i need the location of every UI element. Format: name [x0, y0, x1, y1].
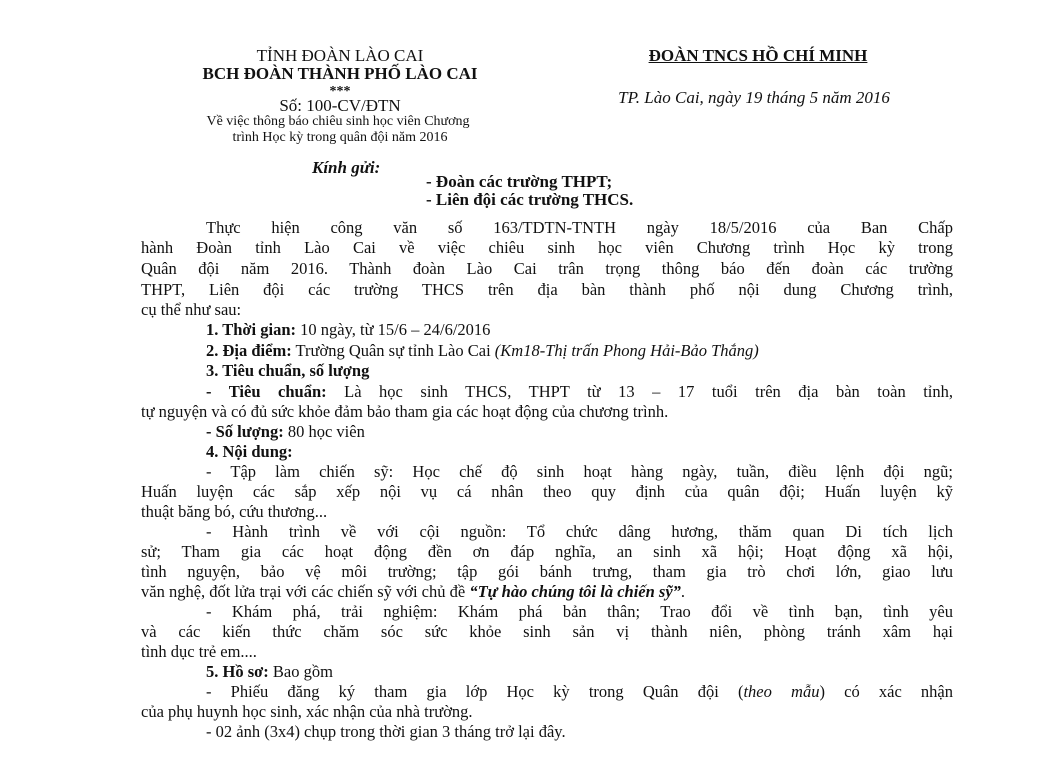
document-number: Số: 100-CV/ĐTN	[279, 96, 401, 115]
section-dossier-label: 5. Hồ sơ:	[206, 662, 269, 681]
quantity-value: 80 học viên	[283, 422, 365, 441]
section-dossier-value: Bao gồm	[268, 662, 333, 681]
dossier-line-2: của phụ huynh học sinh, xác nhận của nhà trường.	[141, 702, 473, 721]
section-location	[206, 341, 759, 361]
organization-heading: ĐOÀN TNCS HỒ CHÍ MINH	[648, 46, 868, 65]
section-dossier	[206, 662, 333, 682]
quantity-line	[206, 422, 365, 442]
content-p2-line-2: sử; Tham gia các hoạt động đền ơn đáp nghĩa, an sinh xã hội; Hoạt động xã hội,	[141, 542, 953, 561]
dossier-line-1b: ) có xác nhận	[819, 682, 953, 701]
section-location-label: 2. Địa điểm:	[206, 341, 292, 360]
section-content-heading: 4. Nội dung:	[206, 442, 293, 461]
dossier-template-note: theo mẫu	[743, 682, 820, 701]
content-p2-line-1: - Hành trình về với cội nguồn: Tổ chức dâng hương, thăm quan Di tích lịch	[206, 522, 953, 541]
intro-line-5: cụ thể như sau:	[141, 300, 242, 319]
criteria-line-1	[206, 382, 953, 402]
recipient-1: - Đoàn các trường THPT;	[426, 172, 613, 191]
content-p3-line-1: - Khám phá, trải nghiệm: Khám phá bản thân; Trao đổi về tình bạn, tình yêu	[206, 602, 953, 621]
issuer-stars: ***	[329, 84, 351, 99]
intro-line-3: Quân đội năm 2016. Thành đoàn Lào Cai trân trọng thông báo đến đoàn các trường	[141, 259, 953, 278]
recipient-label: Kính gửi:	[312, 158, 381, 177]
dossier-line-3: - 02 ảnh (3x4) chụp trong thời gian 3 tháng trở lại đây.	[206, 722, 566, 741]
dossier-line-1a: - Phiếu đăng ký tham gia lớp Học kỳ trong Quân đội (	[206, 682, 744, 701]
intro-line-2: hành Đoàn tỉnh Lào Cai về việc chiêu sinh học viên Chương trình Học kỳ trong	[141, 238, 953, 257]
content-p2-line-4	[141, 582, 685, 602]
section-criteria-heading: 3. Tiêu chuẩn, số lượng	[206, 361, 370, 380]
recipient-2: - Liên đội các trường THCS.	[426, 190, 634, 209]
content-p1-line-3: thuật băng bó, cứu thương...	[141, 502, 328, 521]
issue-date: TP. Lào Cai, ngày 19 tháng 5 năm 2016	[618, 88, 890, 107]
criteria-label: - Tiêu chuẩn:	[206, 382, 327, 401]
intro-line-4: THPT, Liên đội các trường THCS trên địa bàn thành phố nội dung Chương trình,	[141, 280, 953, 299]
section-time-label: 1. Thời gian:	[206, 320, 296, 339]
issuer-line-2: BCH ĐOÀN THÀNH PHỐ LÀO CAI	[202, 64, 478, 83]
content-p3-line-3: tình dục trẻ em....	[141, 642, 257, 661]
criteria-line-2: tự nguyện và có đủ sức khỏe đảm bảo tham gia các hoạt động của chương trình.	[141, 402, 669, 421]
section-location-value: Trường Quân sự tỉnh Lào Cai	[291, 341, 495, 360]
content-p2-line-4-text: văn nghệ, đốt lửa trại với các chiến sỹ với chủ đề	[141, 582, 470, 601]
subject-line-1: Về việc thông báo chiêu sinh học viên Chương	[206, 114, 470, 129]
intro-line-1: Thực hiện công văn số 163/TDTN-TNTH ngày 18/5/2016 của Ban Chấp	[206, 218, 953, 237]
quantity-label: - Số lượng:	[206, 422, 284, 441]
content-p1-line-2: Huấn luyện các sắp xếp nội vụ cá nhân theo quy định của quân đội; Huấn luyện kỹ	[141, 482, 953, 501]
issuer-line-1: TỈNH ĐOÀN LÀO CAI	[256, 46, 424, 65]
content-p2-end: .	[680, 582, 686, 601]
criteria-text: Là học sinh THCS, THPT từ 13 – 17 tuổi trên địa bàn toàn tỉnh,	[326, 382, 954, 401]
section-time-value: 10 ngày, từ 15/6 – 24/6/2016	[296, 320, 491, 339]
section-time	[206, 320, 490, 340]
content-p3-line-2: và các kiến thức chăm sóc sức khỏe sinh sản vị thành niên, phòng tránh xâm hại	[141, 622, 953, 641]
content-p2-line-3: tình nguyện, bảo vệ môi trường; tập gói bánh trưng, tham gia trò chơi lớn, giao lưu	[141, 562, 953, 581]
subject-line-2: trình Học kỳ trong quân đội năm 2016	[232, 130, 448, 145]
dossier-line-1	[206, 682, 953, 702]
section-location-detail: (Km18-Thị trấn Phong Hải-Bảo Thắng)	[494, 341, 759, 360]
content-p1-line-1: - Tập làm chiến sỹ: Học chế độ sinh hoạt hàng ngày, tuần, điều lệnh đội ngũ;	[206, 462, 953, 481]
theme-quote: “Tự hào chúng tôi là chiến sỹ”	[469, 582, 681, 601]
